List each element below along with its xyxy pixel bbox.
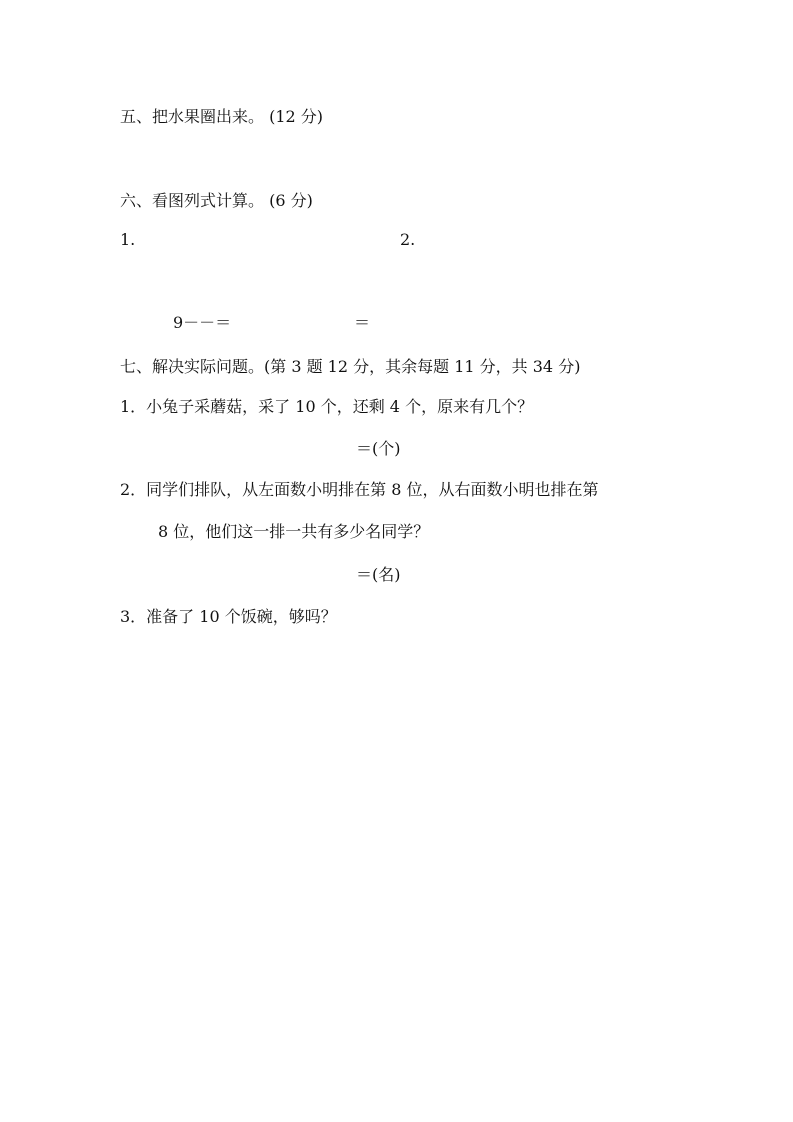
question-1-answer: ＝(个) — [356, 439, 401, 458]
item-1-label: 1. — [120, 230, 136, 249]
section-7-heading: 七、解决实际问题。(第 3 题 12 分，其余每题 11 分，共 34 分) — [120, 357, 581, 376]
question-2-text-line2: 8 位，他们这一排一共有多少名同学？ — [158, 522, 430, 541]
section-6-heading: 六、看图列式计算。 (6 分) — [120, 191, 313, 210]
section-5-heading: 五、把水果圈出来。 (12 分) — [120, 107, 324, 126]
question-2-text-line1: 2．同学们排队，从左面数小明排在第 8 位，从右面数小明也排在第 — [120, 480, 599, 499]
item-2-formula: ＝ — [354, 313, 371, 332]
item-1-formula: 9－－＝ — [173, 313, 232, 332]
item-2-label: 2. — [400, 230, 416, 249]
question-3-text: 3．准备了 10 个饭碗，够吗？ — [120, 607, 337, 626]
question-2-answer: ＝(名) — [356, 565, 401, 584]
question-1-text: 1．小兔子采蘑菇，采了 10 个，还剩 4 个，原来有几个？ — [120, 397, 534, 416]
